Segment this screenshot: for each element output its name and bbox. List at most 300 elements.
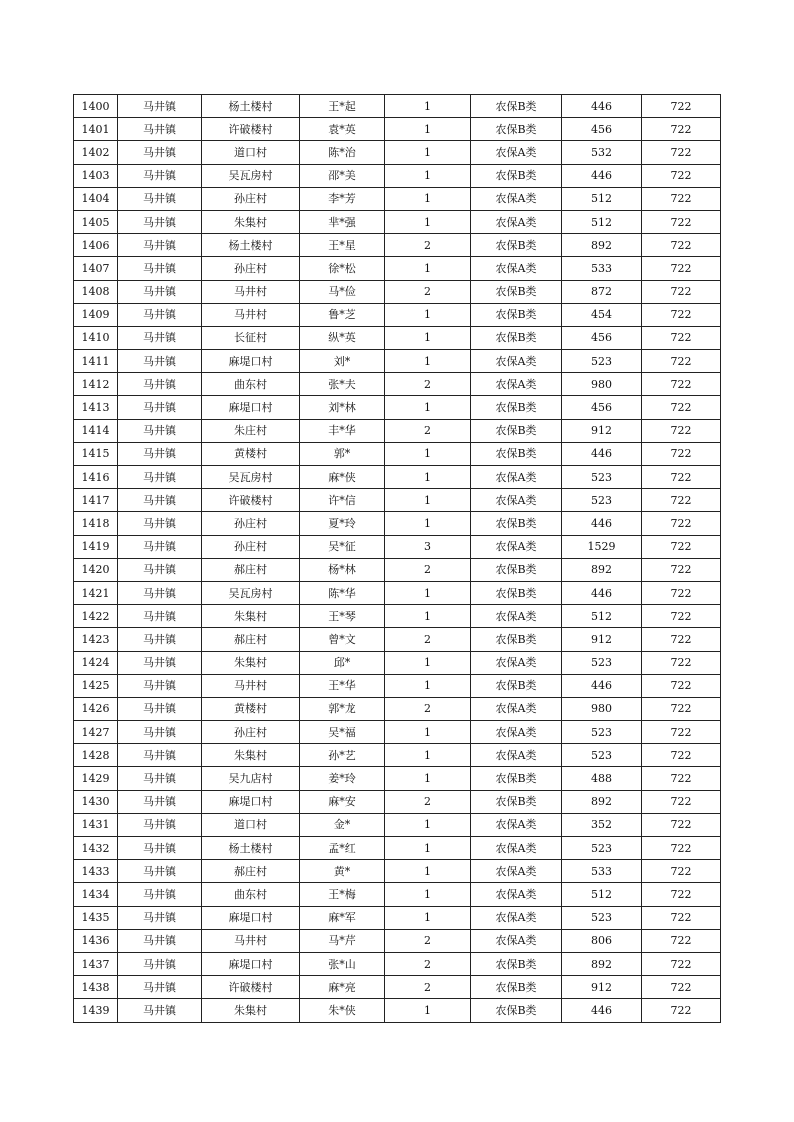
table-row xyxy=(74,141,721,164)
code-cell: 722 xyxy=(642,860,721,883)
village-cell: 孙庄村 xyxy=(202,535,300,558)
town-cell: 马井镇 xyxy=(118,906,202,929)
seq-cell: 1423 xyxy=(74,628,118,651)
seq-cell: 1412 xyxy=(74,373,118,396)
town-cell: 马井镇 xyxy=(118,628,202,651)
count-cell: 1 xyxy=(385,118,471,141)
name-cell: 陈*治 xyxy=(300,141,385,164)
amount-cell: 533 xyxy=(562,257,642,280)
seq-cell: 1437 xyxy=(74,952,118,975)
code-cell: 722 xyxy=(642,210,721,233)
town-cell: 马井镇 xyxy=(118,373,202,396)
town-cell: 马井镇 xyxy=(118,95,202,118)
count-cell: 2 xyxy=(385,373,471,396)
code-cell: 722 xyxy=(642,790,721,813)
category-cell: 农保A类 xyxy=(471,210,562,233)
town-cell: 马井镇 xyxy=(118,767,202,790)
amount-cell: 523 xyxy=(562,466,642,489)
count-cell: 2 xyxy=(385,558,471,581)
code-cell: 722 xyxy=(642,164,721,187)
table-row xyxy=(74,466,721,489)
count-cell: 1 xyxy=(385,442,471,465)
category-cell: 农保B类 xyxy=(471,976,562,999)
seq-cell: 1400 xyxy=(74,95,118,118)
table-row xyxy=(74,234,721,257)
village-cell: 吴九店村 xyxy=(202,767,300,790)
seq-cell: 1433 xyxy=(74,860,118,883)
category-cell: 农保B类 xyxy=(471,326,562,349)
category-cell: 农保B类 xyxy=(471,767,562,790)
amount-cell: 446 xyxy=(562,512,642,535)
code-cell: 722 xyxy=(642,929,721,952)
name-cell: 陈*华 xyxy=(300,581,385,604)
village-cell: 麻堤口村 xyxy=(202,906,300,929)
table-row xyxy=(74,350,721,373)
town-cell: 马井镇 xyxy=(118,535,202,558)
amount-cell: 912 xyxy=(562,976,642,999)
table-row xyxy=(74,280,721,303)
table-row xyxy=(74,999,721,1022)
code-cell: 722 xyxy=(642,396,721,419)
count-cell: 2 xyxy=(385,628,471,651)
village-cell: 许破楼村 xyxy=(202,489,300,512)
village-cell: 孙庄村 xyxy=(202,721,300,744)
seq-cell: 1415 xyxy=(74,442,118,465)
amount-cell: 446 xyxy=(562,674,642,697)
seq-cell: 1410 xyxy=(74,326,118,349)
count-cell: 1 xyxy=(385,674,471,697)
village-cell: 黄楼村 xyxy=(202,442,300,465)
town-cell: 马井镇 xyxy=(118,396,202,419)
table-row xyxy=(74,326,721,349)
village-cell: 杨土楼村 xyxy=(202,95,300,118)
amount-cell: 892 xyxy=(562,234,642,257)
count-cell: 1 xyxy=(385,187,471,210)
category-cell: 农保A类 xyxy=(471,605,562,628)
count-cell: 1 xyxy=(385,326,471,349)
town-cell: 马井镇 xyxy=(118,813,202,836)
seq-cell: 1425 xyxy=(74,674,118,697)
count-cell: 1 xyxy=(385,999,471,1022)
village-cell: 道口村 xyxy=(202,141,300,164)
code-cell: 722 xyxy=(642,442,721,465)
seq-cell: 1432 xyxy=(74,837,118,860)
town-cell: 马井镇 xyxy=(118,419,202,442)
village-cell: 曲东村 xyxy=(202,373,300,396)
town-cell: 马井镇 xyxy=(118,651,202,674)
table-row xyxy=(74,118,721,141)
data-table xyxy=(73,94,721,1023)
town-cell: 马井镇 xyxy=(118,187,202,210)
village-cell: 麻堤口村 xyxy=(202,350,300,373)
code-cell: 722 xyxy=(642,697,721,720)
count-cell: 1 xyxy=(385,466,471,489)
category-cell: 农保A类 xyxy=(471,813,562,836)
amount-cell: 446 xyxy=(562,164,642,187)
code-cell: 722 xyxy=(642,257,721,280)
amount-cell: 523 xyxy=(562,906,642,929)
category-cell: 农保A类 xyxy=(471,535,562,558)
town-cell: 马井镇 xyxy=(118,674,202,697)
village-cell: 长征村 xyxy=(202,326,300,349)
seq-cell: 1422 xyxy=(74,605,118,628)
name-cell: 鲁*芝 xyxy=(300,303,385,326)
name-cell: 麻*安 xyxy=(300,790,385,813)
village-cell: 朱集村 xyxy=(202,605,300,628)
table-row xyxy=(74,744,721,767)
amount-cell: 892 xyxy=(562,952,642,975)
table-row xyxy=(74,257,721,280)
count-cell: 1 xyxy=(385,837,471,860)
name-cell: 张*山 xyxy=(300,952,385,975)
seq-cell: 1426 xyxy=(74,697,118,720)
count-cell: 1 xyxy=(385,906,471,929)
category-cell: 农保A类 xyxy=(471,744,562,767)
town-cell: 马井镇 xyxy=(118,744,202,767)
name-cell: 麻*亮 xyxy=(300,976,385,999)
amount-cell: 454 xyxy=(562,303,642,326)
name-cell: 王*起 xyxy=(300,95,385,118)
code-cell: 722 xyxy=(642,466,721,489)
amount-cell: 532 xyxy=(562,141,642,164)
name-cell: 曾*文 xyxy=(300,628,385,651)
count-cell: 1 xyxy=(385,767,471,790)
category-cell: 农保A类 xyxy=(471,257,562,280)
code-cell: 722 xyxy=(642,744,721,767)
code-cell: 722 xyxy=(642,326,721,349)
town-cell: 马井镇 xyxy=(118,697,202,720)
category-cell: 农保B类 xyxy=(471,628,562,651)
village-cell: 黄楼村 xyxy=(202,697,300,720)
seq-cell: 1435 xyxy=(74,906,118,929)
village-cell: 许破楼村 xyxy=(202,976,300,999)
code-cell: 722 xyxy=(642,813,721,836)
village-cell: 吴瓦房村 xyxy=(202,164,300,187)
town-cell: 马井镇 xyxy=(118,860,202,883)
town-cell: 马井镇 xyxy=(118,350,202,373)
count-cell: 2 xyxy=(385,790,471,813)
village-cell: 朱集村 xyxy=(202,999,300,1022)
amount-cell: 523 xyxy=(562,651,642,674)
amount-cell: 533 xyxy=(562,860,642,883)
table-row xyxy=(74,674,721,697)
village-cell: 朱庄村 xyxy=(202,419,300,442)
count-cell: 2 xyxy=(385,234,471,257)
category-cell: 农保A类 xyxy=(471,906,562,929)
seq-cell: 1429 xyxy=(74,767,118,790)
seq-cell: 1413 xyxy=(74,396,118,419)
town-cell: 马井镇 xyxy=(118,883,202,906)
category-cell: 农保B类 xyxy=(471,790,562,813)
name-cell: 黄* xyxy=(300,860,385,883)
table-row xyxy=(74,535,721,558)
count-cell: 1 xyxy=(385,721,471,744)
town-cell: 马井镇 xyxy=(118,512,202,535)
category-cell: 农保B类 xyxy=(471,558,562,581)
table-row xyxy=(74,860,721,883)
town-cell: 马井镇 xyxy=(118,280,202,303)
table-row xyxy=(74,952,721,975)
name-cell: 孙*艺 xyxy=(300,744,385,767)
category-cell: 农保A类 xyxy=(471,721,562,744)
village-cell: 道口村 xyxy=(202,813,300,836)
category-cell: 农保B类 xyxy=(471,999,562,1022)
town-cell: 马井镇 xyxy=(118,257,202,280)
seq-cell: 1414 xyxy=(74,419,118,442)
name-cell: 吴*征 xyxy=(300,535,385,558)
town-cell: 马井镇 xyxy=(118,210,202,233)
table-row xyxy=(74,489,721,512)
table-row xyxy=(74,164,721,187)
code-cell: 722 xyxy=(642,906,721,929)
town-cell: 马井镇 xyxy=(118,581,202,604)
amount-cell: 980 xyxy=(562,697,642,720)
name-cell: 袁*英 xyxy=(300,118,385,141)
amount-cell: 892 xyxy=(562,558,642,581)
seq-cell: 1408 xyxy=(74,280,118,303)
amount-cell: 523 xyxy=(562,744,642,767)
seq-cell: 1438 xyxy=(74,976,118,999)
count-cell: 1 xyxy=(385,210,471,233)
amount-cell: 892 xyxy=(562,790,642,813)
name-cell: 邵*美 xyxy=(300,164,385,187)
count-cell: 1 xyxy=(385,651,471,674)
village-cell: 朱集村 xyxy=(202,210,300,233)
village-cell: 马井村 xyxy=(202,280,300,303)
table-row xyxy=(74,303,721,326)
code-cell: 722 xyxy=(642,234,721,257)
table-row xyxy=(74,581,721,604)
table-row xyxy=(74,442,721,465)
code-cell: 722 xyxy=(642,280,721,303)
name-cell: 许*信 xyxy=(300,489,385,512)
town-cell: 马井镇 xyxy=(118,118,202,141)
count-cell: 2 xyxy=(385,929,471,952)
table-row xyxy=(74,651,721,674)
name-cell: 杨*林 xyxy=(300,558,385,581)
name-cell: 王*梅 xyxy=(300,883,385,906)
code-cell: 722 xyxy=(642,767,721,790)
table-row xyxy=(74,976,721,999)
category-cell: 农保A类 xyxy=(471,466,562,489)
town-cell: 马井镇 xyxy=(118,558,202,581)
category-cell: 农保B类 xyxy=(471,95,562,118)
amount-cell: 912 xyxy=(562,628,642,651)
seq-cell: 1417 xyxy=(74,489,118,512)
seq-cell: 1430 xyxy=(74,790,118,813)
amount-cell: 912 xyxy=(562,419,642,442)
code-cell: 722 xyxy=(642,95,721,118)
town-cell: 马井镇 xyxy=(118,234,202,257)
table-body xyxy=(74,95,721,1023)
count-cell: 1 xyxy=(385,489,471,512)
code-cell: 722 xyxy=(642,952,721,975)
name-cell: 麻*侠 xyxy=(300,466,385,489)
code-cell: 722 xyxy=(642,489,721,512)
count-cell: 1 xyxy=(385,350,471,373)
village-cell: 马井村 xyxy=(202,929,300,952)
seq-cell: 1404 xyxy=(74,187,118,210)
seq-cell: 1436 xyxy=(74,929,118,952)
count-cell: 2 xyxy=(385,952,471,975)
town-cell: 马井镇 xyxy=(118,999,202,1022)
code-cell: 722 xyxy=(642,558,721,581)
category-cell: 农保A类 xyxy=(471,697,562,720)
category-cell: 农保B类 xyxy=(471,234,562,257)
village-cell: 郝庄村 xyxy=(202,628,300,651)
table-row xyxy=(74,558,721,581)
table-row xyxy=(74,837,721,860)
category-cell: 农保A类 xyxy=(471,141,562,164)
amount-cell: 523 xyxy=(562,721,642,744)
village-cell: 孙庄村 xyxy=(202,512,300,535)
name-cell: 麻*军 xyxy=(300,906,385,929)
name-cell: 马*俭 xyxy=(300,280,385,303)
name-cell: 孟*红 xyxy=(300,837,385,860)
village-cell: 郝庄村 xyxy=(202,558,300,581)
town-cell: 马井镇 xyxy=(118,952,202,975)
table-row xyxy=(74,419,721,442)
amount-cell: 352 xyxy=(562,813,642,836)
category-cell: 农保A类 xyxy=(471,350,562,373)
name-cell: 芈*强 xyxy=(300,210,385,233)
amount-cell: 488 xyxy=(562,767,642,790)
name-cell: 李*芳 xyxy=(300,187,385,210)
code-cell: 722 xyxy=(642,141,721,164)
count-cell: 3 xyxy=(385,535,471,558)
table-row xyxy=(74,95,721,118)
town-cell: 马井镇 xyxy=(118,489,202,512)
count-cell: 2 xyxy=(385,976,471,999)
seq-cell: 1419 xyxy=(74,535,118,558)
count-cell: 1 xyxy=(385,141,471,164)
code-cell: 722 xyxy=(642,674,721,697)
count-cell: 2 xyxy=(385,697,471,720)
count-cell: 1 xyxy=(385,744,471,767)
count-cell: 2 xyxy=(385,280,471,303)
town-cell: 马井镇 xyxy=(118,929,202,952)
category-cell: 农保B类 xyxy=(471,303,562,326)
code-cell: 722 xyxy=(642,605,721,628)
name-cell: 马*芹 xyxy=(300,929,385,952)
count-cell: 1 xyxy=(385,813,471,836)
amount-cell: 980 xyxy=(562,373,642,396)
code-cell: 722 xyxy=(642,350,721,373)
table-row xyxy=(74,373,721,396)
code-cell: 722 xyxy=(642,976,721,999)
amount-cell: 512 xyxy=(562,187,642,210)
seq-cell: 1416 xyxy=(74,466,118,489)
category-cell: 农保A类 xyxy=(471,373,562,396)
code-cell: 722 xyxy=(642,303,721,326)
code-cell: 722 xyxy=(642,721,721,744)
seq-cell: 1421 xyxy=(74,581,118,604)
table-row xyxy=(74,906,721,929)
name-cell: 邱* xyxy=(300,651,385,674)
seq-cell: 1402 xyxy=(74,141,118,164)
table-row xyxy=(74,628,721,651)
table-row xyxy=(74,396,721,419)
code-cell: 722 xyxy=(642,535,721,558)
code-cell: 722 xyxy=(642,373,721,396)
count-cell: 2 xyxy=(385,419,471,442)
count-cell: 1 xyxy=(385,581,471,604)
amount-cell: 523 xyxy=(562,489,642,512)
category-cell: 农保B类 xyxy=(471,952,562,975)
category-cell: 农保B类 xyxy=(471,396,562,419)
town-cell: 马井镇 xyxy=(118,976,202,999)
table-row xyxy=(74,721,721,744)
name-cell: 刘*林 xyxy=(300,396,385,419)
name-cell: 纵*英 xyxy=(300,326,385,349)
category-cell: 农保B类 xyxy=(471,280,562,303)
amount-cell: 512 xyxy=(562,210,642,233)
name-cell: 郭* xyxy=(300,442,385,465)
town-cell: 马井镇 xyxy=(118,303,202,326)
amount-cell: 446 xyxy=(562,581,642,604)
amount-cell: 456 xyxy=(562,396,642,419)
table-row xyxy=(74,790,721,813)
table-row xyxy=(74,187,721,210)
name-cell: 徐*松 xyxy=(300,257,385,280)
village-cell: 杨土楼村 xyxy=(202,234,300,257)
village-cell: 杨土楼村 xyxy=(202,837,300,860)
table-row xyxy=(74,883,721,906)
village-cell: 麻堤口村 xyxy=(202,790,300,813)
village-cell: 朱集村 xyxy=(202,744,300,767)
village-cell: 麻堤口村 xyxy=(202,396,300,419)
amount-cell: 806 xyxy=(562,929,642,952)
code-cell: 722 xyxy=(642,118,721,141)
seq-cell: 1428 xyxy=(74,744,118,767)
seq-cell: 1418 xyxy=(74,512,118,535)
seq-cell: 1431 xyxy=(74,813,118,836)
code-cell: 722 xyxy=(642,883,721,906)
amount-cell: 523 xyxy=(562,837,642,860)
village-cell: 孙庄村 xyxy=(202,257,300,280)
count-cell: 1 xyxy=(385,512,471,535)
category-cell: 农保A类 xyxy=(471,651,562,674)
count-cell: 1 xyxy=(385,95,471,118)
village-cell: 马井村 xyxy=(202,674,300,697)
category-cell: 农保A类 xyxy=(471,489,562,512)
town-cell: 马井镇 xyxy=(118,837,202,860)
table-row xyxy=(74,210,721,233)
village-cell: 吴瓦房村 xyxy=(202,581,300,604)
amount-cell: 446 xyxy=(562,95,642,118)
code-cell: 722 xyxy=(642,651,721,674)
code-cell: 722 xyxy=(642,999,721,1022)
village-cell: 麻堤口村 xyxy=(202,952,300,975)
seq-cell: 1405 xyxy=(74,210,118,233)
count-cell: 1 xyxy=(385,883,471,906)
seq-cell: 1439 xyxy=(74,999,118,1022)
seq-cell: 1420 xyxy=(74,558,118,581)
category-cell: 农保B类 xyxy=(471,419,562,442)
amount-cell: 512 xyxy=(562,605,642,628)
count-cell: 1 xyxy=(385,860,471,883)
code-cell: 722 xyxy=(642,419,721,442)
name-cell: 朱*侠 xyxy=(300,999,385,1022)
seq-cell: 1407 xyxy=(74,257,118,280)
village-cell: 孙庄村 xyxy=(202,187,300,210)
town-cell: 马井镇 xyxy=(118,790,202,813)
seq-cell: 1411 xyxy=(74,350,118,373)
count-cell: 1 xyxy=(385,257,471,280)
town-cell: 马井镇 xyxy=(118,721,202,744)
count-cell: 1 xyxy=(385,164,471,187)
seq-cell: 1409 xyxy=(74,303,118,326)
